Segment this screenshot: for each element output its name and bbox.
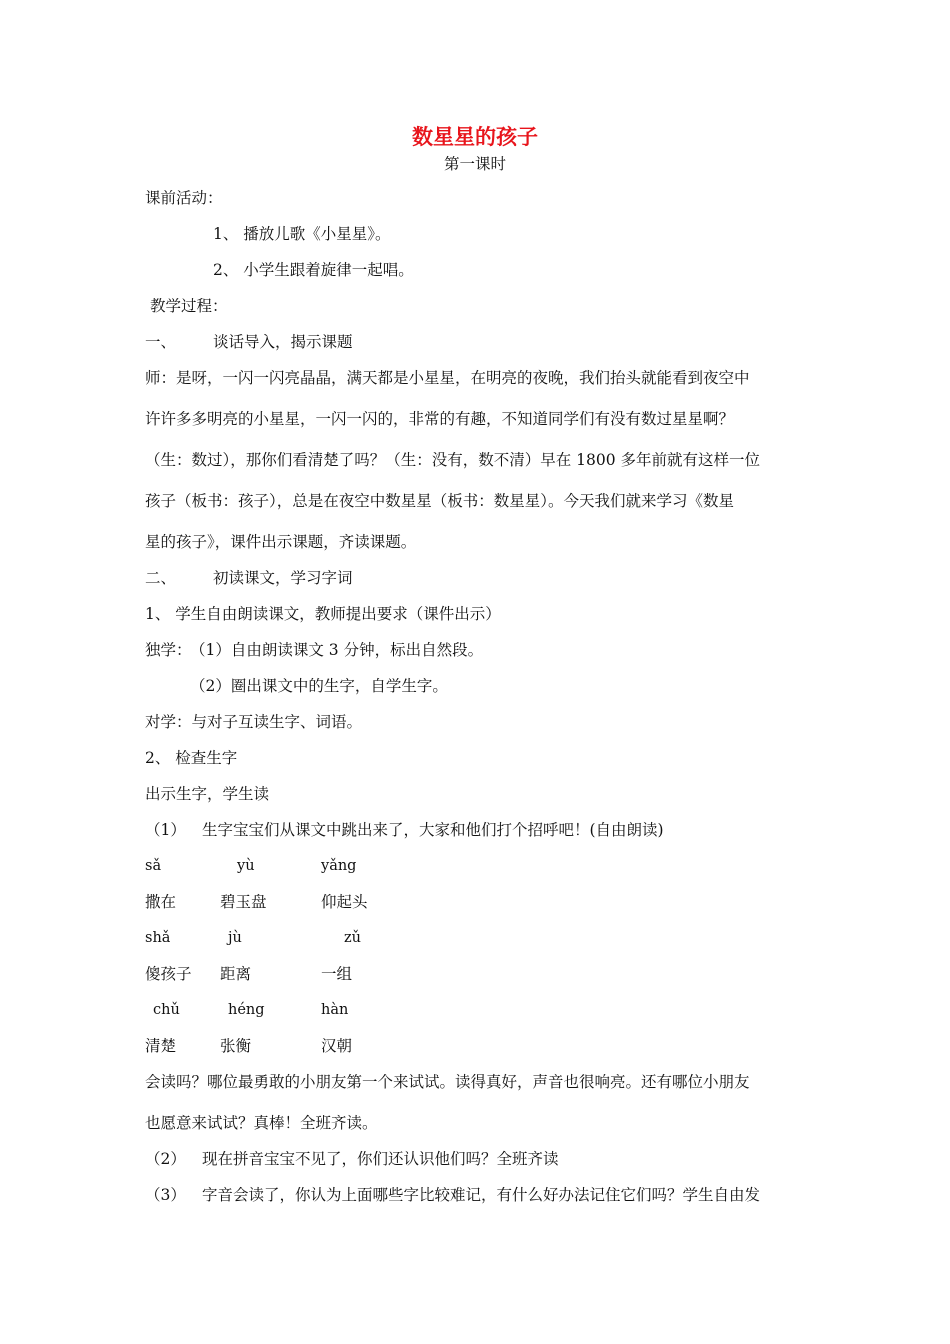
vocab-word-cell: 仰起头	[321, 893, 368, 911]
vocab-word-cell: 清楚	[145, 1037, 177, 1055]
section-1-paragraph-line: 孩子（板书：孩子），总是在夜空中数星星（板书：数星星）。今天我们就来学习《数星	[145, 492, 735, 510]
section-2-number: 二、	[145, 569, 177, 587]
pinyin-cell: chǔ	[153, 1002, 180, 1018]
pre-activity-heading: 课前活动：	[145, 189, 223, 207]
pre-activity-item-2: 2、 小学生跟着旋律一起唱。	[213, 261, 414, 279]
question-1-number: （1）	[145, 821, 186, 839]
question-1-text: 生字宝宝们从课文中跳出来了，大家和他们打个招呼吧！(自由朗读)	[202, 821, 664, 839]
section-1-title: 谈话导入，揭示课题	[213, 333, 353, 351]
pinyin-cell: shǎ	[145, 930, 171, 946]
page-title: 数星星的孩子	[412, 125, 538, 149]
question-2-text: 现在拼音宝宝不见了，你们还认识他们吗？全班齐读	[202, 1150, 559, 1168]
feedback-line: 会读吗？哪位最勇敢的小朋友第一个来试试。读得真好，声音也很响亮。还有哪位小朋友	[145, 1073, 750, 1091]
step-1: 1、 学生自由朗读课文，教师提出要求（课件出示）	[145, 605, 501, 623]
pinyin-cell: héng	[228, 1002, 265, 1018]
process-heading: 教学过程：	[150, 297, 228, 315]
duxue-label: 独学：	[145, 641, 192, 659]
pinyin-cell: yǎng	[321, 858, 357, 874]
section-1-paragraph-line: 许许多多明亮的小星星，一闪一闪的，非常的有趣，不知道同学们有没有数过星星啊？	[145, 410, 735, 428]
duixue-line: 对学：与对子互读生字、词语。	[145, 713, 363, 731]
vocab-word-cell: 傻孩子	[145, 965, 192, 983]
page-subtitle: 第一课时	[443, 155, 506, 173]
section-1-paragraph-line: 星的孩子》，课件出示课题，齐读课题。	[145, 533, 417, 551]
question-3-text: 字音会读了，你认为上面哪些字比较难记，有什么好办法记住它们吗？学生自由发	[202, 1186, 761, 1204]
pinyin-cell: sǎ	[145, 858, 162, 874]
vocab-word-cell: 汉朝	[321, 1037, 353, 1055]
section-1-paragraph-line: （生：数过），那你们看清楚了吗？（生：没有，数不清）早在 1800 多年前就有这样一位	[145, 451, 761, 469]
vocab-word-cell: 张衡	[220, 1037, 252, 1055]
question-2-number: （2）	[145, 1150, 186, 1168]
vocab-word-cell: 撒在	[145, 893, 177, 911]
vocab-word-cell: 碧玉盘	[220, 893, 267, 911]
pinyin-cell: jù	[228, 930, 242, 946]
section-2-title: 初读课文，学习字词	[213, 569, 353, 587]
duxue-item-1: （1）自由朗读课文 3 分钟，标出自然段。	[190, 641, 484, 659]
pinyin-cell: hàn	[321, 1002, 349, 1018]
duxue-item-2: （2）圈出课文中的生字，自学生字。	[190, 677, 448, 695]
vocab-word-cell: 距离	[220, 965, 252, 983]
question-3-number: （3）	[145, 1186, 186, 1204]
section-1-paragraph-line: 师：是呀，一闪一闪亮晶晶，满天都是小星星，在明亮的夜晚，我们抬头就能看到夜空中	[145, 369, 750, 387]
pre-activity-item-1: 1、 播放儿歌《小星星》。	[213, 225, 391, 243]
feedback-line: 也愿意来试试？真棒！全班齐读。	[145, 1114, 378, 1132]
step-2: 2、 检查生字	[145, 749, 238, 767]
show-characters-line: 出示生字，学生读	[145, 785, 270, 803]
pinyin-cell: zǔ	[344, 930, 361, 946]
section-1-number: 一、	[145, 333, 177, 351]
vocab-word-cell: 一组	[321, 965, 353, 983]
pinyin-cell: yù	[237, 858, 255, 874]
